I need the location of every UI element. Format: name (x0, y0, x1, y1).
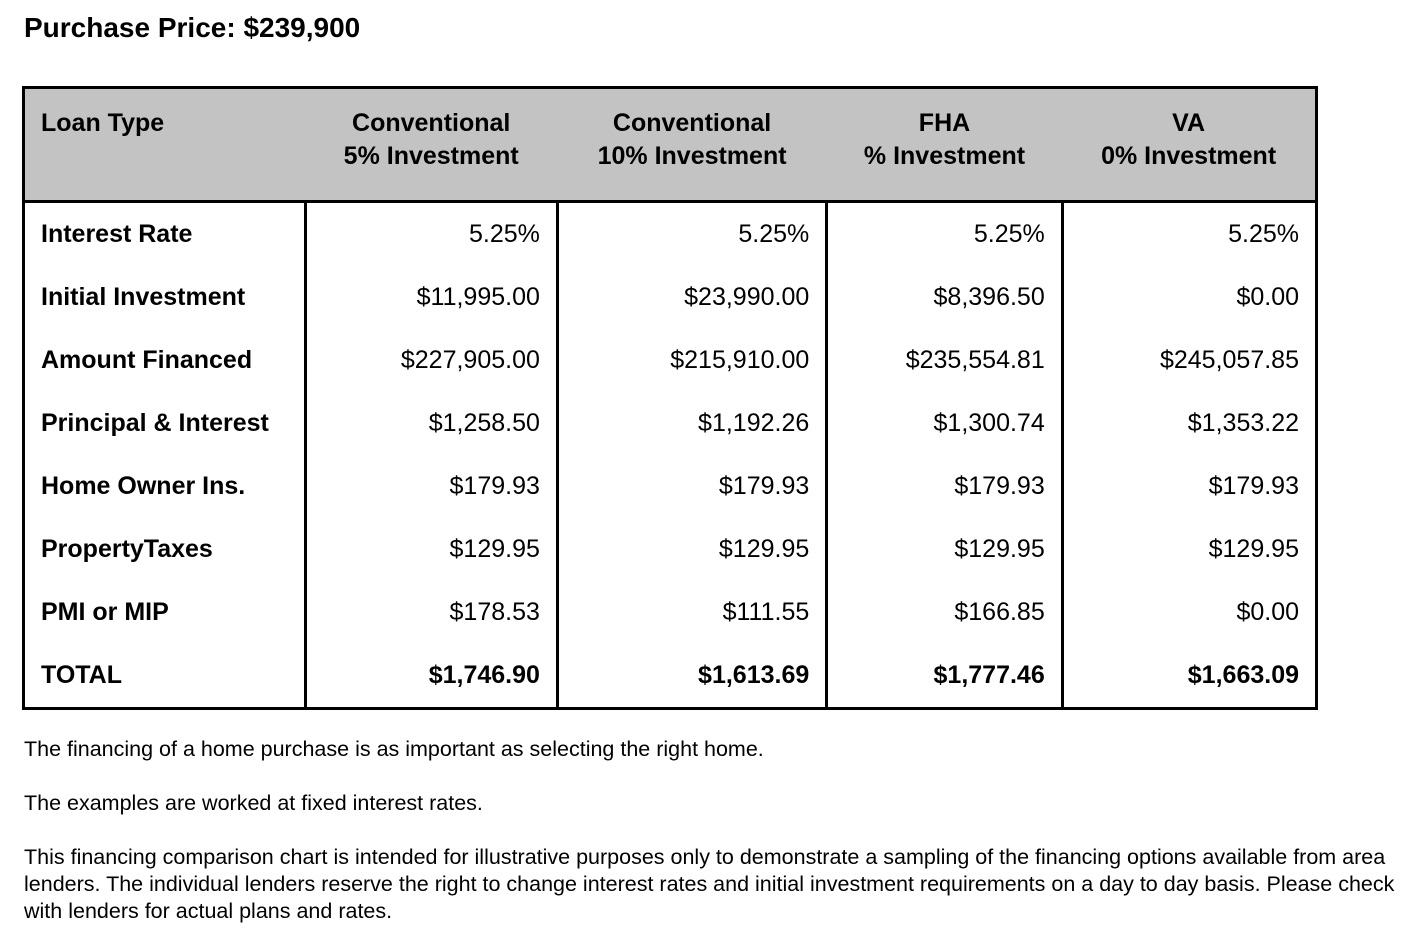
header-conventional-5 (305, 88, 557, 202)
row-label: Initial Investment (24, 266, 306, 329)
header-line1: VA (1172, 109, 1206, 137)
header-line2: 0% Investment (1101, 142, 1277, 170)
cell-value: $0.00 (1062, 266, 1316, 329)
cell-value: $215,910.00 (557, 329, 826, 392)
table-row (24, 455, 1317, 518)
table-header-row (24, 88, 1317, 202)
cell-value: $8,396.50 (827, 266, 1062, 329)
cell-value: $1,777.46 (827, 644, 1062, 709)
cell-value: $235,554.81 (827, 329, 1062, 392)
cell-value: $179.93 (827, 455, 1062, 518)
cell-value: $166.85 (827, 581, 1062, 644)
cell-value: $1,300.74 (827, 392, 1062, 455)
note-paragraph: The examples are worked at fixed interest rates. (24, 791, 483, 815)
cell-value: 5.25% (305, 202, 557, 267)
cell-value: $227,905.00 (305, 329, 557, 392)
row-label: PropertyTaxes (24, 518, 306, 581)
cell-value: $11,995.00 (305, 266, 557, 329)
table-row (24, 329, 1317, 392)
notes (24, 736, 1414, 952)
cell-value: $245,057.85 (1062, 329, 1316, 392)
cell-value: $178.53 (305, 581, 557, 644)
note-paragraph: This financing comparison chart is intended for illustrative purposes only to demonstrate a sampling of the financing options available from area lenders. The individual lenders reserve the right to change interest rates and initial investment requirements on a day to day basis. Please check with lenders for actual plans and rates. (24, 845, 1395, 923)
cell-value: $23,990.00 (557, 266, 826, 329)
header-line1: FHA (918, 109, 971, 137)
table-row (24, 518, 1317, 581)
cell-value: $0.00 (1062, 581, 1316, 644)
header-line2: 10% Investment (597, 142, 787, 170)
header-conventional-10 (557, 88, 826, 202)
cell-value: 5.25% (827, 202, 1062, 267)
table-row (24, 266, 1317, 329)
table-row (24, 202, 1317, 267)
row-label: Home Owner Ins. (24, 455, 306, 518)
cell-value: $129.95 (1062, 518, 1316, 581)
header-line1: Conventional (612, 109, 772, 137)
row-label: Principal & Interest (24, 392, 306, 455)
row-label: PMI or MIP (24, 581, 306, 644)
header-fha (827, 88, 1062, 202)
table-row (24, 392, 1317, 455)
cell-value: $179.93 (1062, 455, 1316, 518)
header-line2: % Investment (863, 142, 1026, 170)
header-loan-type: Loan Type (24, 88, 306, 202)
row-label: Amount Financed (24, 329, 306, 392)
page-title: Purchase Price: $239,900 (24, 12, 361, 43)
table-row (24, 581, 1317, 644)
cell-value: $129.95 (557, 518, 826, 581)
header-va (1062, 88, 1316, 202)
cell-value: 5.25% (1062, 202, 1316, 267)
loan-comparison-table (22, 86, 1318, 710)
cell-value: $1,353.22 (1062, 392, 1316, 455)
cell-value: $1,258.50 (305, 392, 557, 455)
cell-value: $1,746.90 (305, 644, 557, 709)
cell-value: $179.93 (557, 455, 826, 518)
header-line1: Conventional (352, 109, 511, 137)
cell-value: 5.25% (557, 202, 826, 267)
row-label: Interest Rate (24, 202, 306, 267)
cell-value: $1,663.09 (1062, 644, 1316, 709)
total-row (24, 644, 1317, 709)
cell-value: $179.93 (305, 455, 557, 518)
cell-value: $129.95 (827, 518, 1062, 581)
cell-value: $1,192.26 (557, 392, 826, 455)
cell-value: $1,613.69 (557, 644, 826, 709)
header-line2: 5% Investment (343, 142, 519, 170)
cell-value: $129.95 (305, 518, 557, 581)
cell-value: $111.55 (557, 581, 826, 644)
note-paragraph: The financing of a home purchase is as important as selecting the right home. (24, 737, 764, 761)
row-label: TOTAL (24, 644, 306, 709)
